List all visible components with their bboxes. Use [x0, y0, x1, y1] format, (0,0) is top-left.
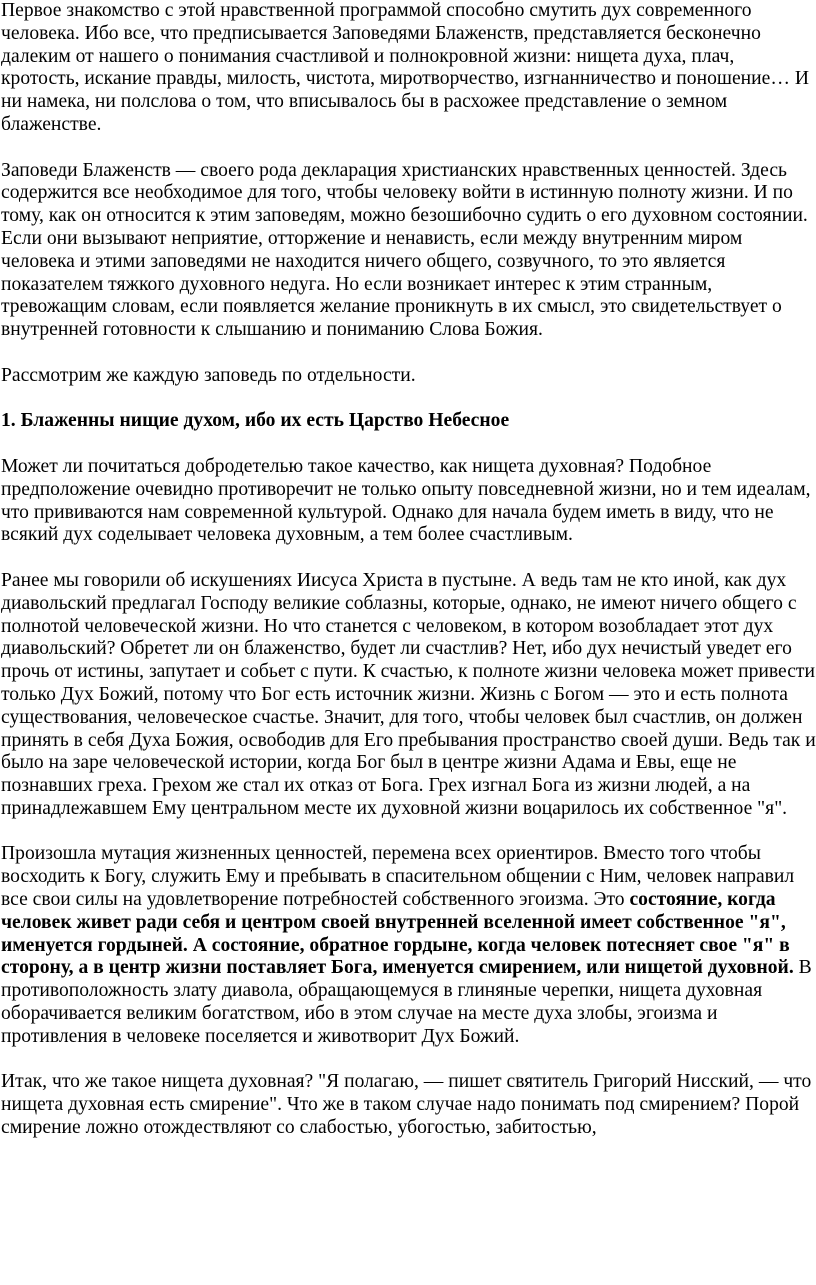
body-paragraph-2: Ранее мы говорили об искушениях Иисуса Христа в пустыне. А ведь там не кто иной, как дух диавольский предлагал Господу великие соблазны, которые, однако, не имеют ничего общего с полнотой человеческой жизни. Но что станется с человеком, в котором возобладает этот дух диавольский? Обретет ли он блаженство, будет ли счастлив? Нет, ибо дух нечистый уведет его прочь от истины, запутает и собьет с пути. К счастью, к полноте жизни человека может привести только Дух Божий, потому что Бог есть источник жизни. Жизнь с Богом — это и есть полнота существования, человеческое счастье. Значит, для того, чтобы человек был счастлив, он должен принять в себя Духа Божия, освободив для Его пребывания пространство своей души. Ведь так и было на заре человеческой истории, когда Бог был в центре жизни Адама и Евы, еще не познавших греха. Грехом же стал их отказ от Бога. Грех изгнал Бога из жизни людей, а на принадлежавшем Ему центральном месте их духовной жизни воцарилось их собственное "я".	[1, 569, 816, 819]
body-paragraph-1: Может ли почитаться добродетелью такое качество, как нищета духовная? Подобное предположение очевидно противоречит не только опыту повседневной жизни, но и тем идеалам, что прививаются нам современной культурой. Однако для начала будем иметь в виду, что не всякий дух соделывает человека духовным, а тем более счастливым.	[1, 455, 811, 546]
intro-paragraph-2: Заповеди Блаженств — своего рода декларация христианских нравственных ценностей. Здесь содержится все необходимое для того, чтобы человеку войти в истинную полноту жизни. И по тому, как он относится к этим заповедям, можно безошибочно судить о его духовном состоянии. Если они вызывают неприятие, отторжение и ненависть, если между внутренним миром человека и этими заповедями не находится ничего общего, созвучного, то это является показателем тяжкого духовного недуга. Но если возникает интерес к этим странным, тревожащим словам, если появляется желание проникнуть в их смысл, это свидетельствует о внутренней готовности к слышанию и пониманию Слова Божия.	[1, 159, 808, 341]
paragraph-text-before-bold: Произошла мутация жизненных ценностей, перемена всех ориентиров. Вместо того чтобы восходить к Богу, служить Ему и пребывать в спасительном общении с Ним, человек направил все свои силы на удовлетворение потребностей собственного эгоизма. Это	[1, 843, 795, 911]
bold-definition-text: состояние, когда человек живет ради себя и центром своей внутренней вселенной имеет собственное "я", именуется гордыней. А состояние, обратное гордыне, когда человек потесняет свое "я" в сторону, а в центр жизни поставляет Бога, именуется смирением, или нищетой духовной.	[1, 889, 794, 979]
intro-paragraph-1: Первое знакомство с этой нравственной программой способно смутить дух современного человека. Ибо все, что предписывается Заповедями Блаженств, представляется бесконечно далеким от нашего о понимания счастливой и полнокровной жизни: нищета духа, плач, кротость, искание правды, милость, чистота, миротворчество, изгнанничество и поношение… И ни намека, ни полслова о том, что вписывалось бы в расхожее представление о земном блаженстве.	[1, 0, 809, 135]
paragraph-text-after-bold: В противоположность злату диавола, обращающемуся в глиняные черепки, нищета духовная оборачивается великим богатством, ибо в этом случае на месте духа злобы, эгоизма и противления в человеке поселяется и животворит Дух Божий.	[1, 957, 812, 1047]
body-paragraph-3	[1, 843, 816, 1048]
section-heading-1: 1. Блаженны нищие духом, ибо их есть Царство Небесное	[1, 410, 510, 432]
intro-paragraph-3: Рассмотрим же каждую заповедь по отдельности.	[1, 364, 416, 386]
body-paragraph-4: Итак, что же такое нищета духовная? "Я полагаю, — пишет святитель Григорий Нисский, — что нищета духовная есть смирение". Что же в таком случае надо понимать под смирением? Порой смирение ложно отождествляют со слабостью, убогостью, забитостью,	[1, 1071, 812, 1139]
